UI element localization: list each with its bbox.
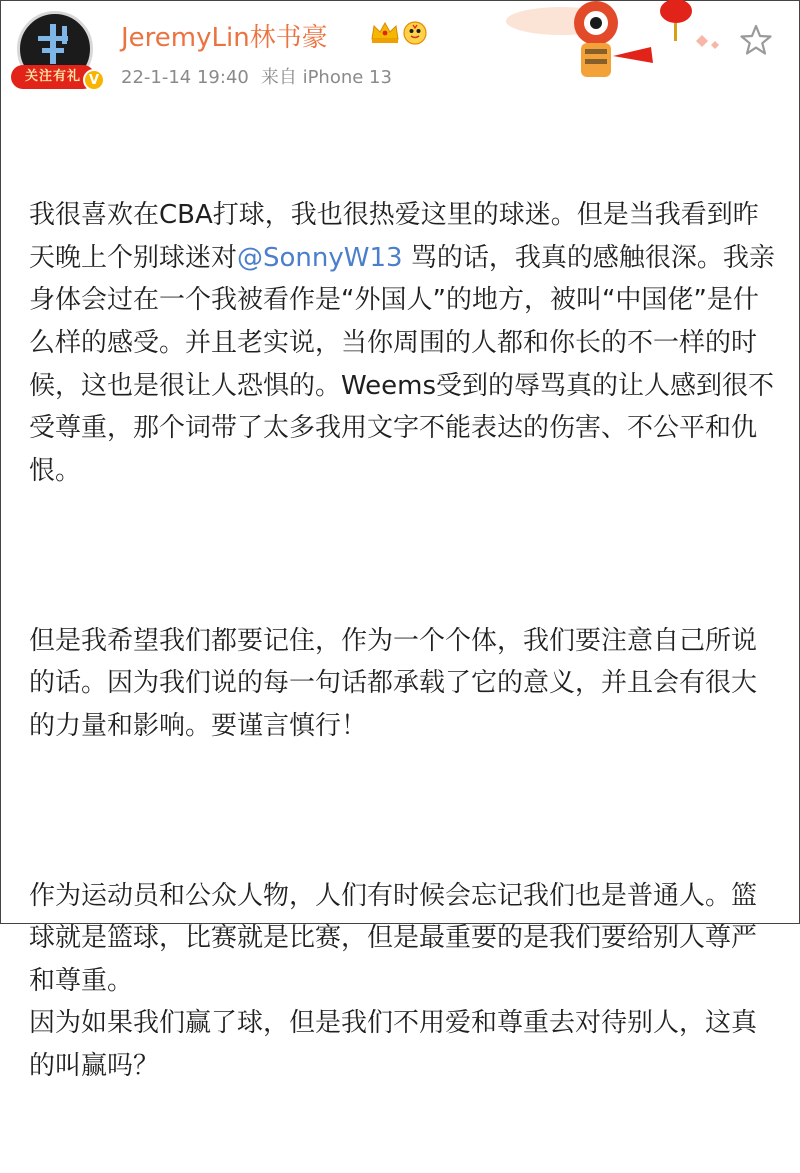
mention-link[interactable]: @SonnyW13: [237, 242, 403, 273]
post-text: 我很喜欢在CBA打球，我也很热爱这里的球迷。但是当我看到昨天晚上个别球迷对: [29, 200, 759, 273]
post-paragraph: [29, 875, 779, 1088]
crown-icon[interactable]: [369, 19, 401, 45]
follow-gift-ribbon[interactable]: 关注有礼: [11, 65, 95, 89]
post-timestamp[interactable]: 22-1-14 19:40: [121, 67, 249, 88]
post-content: [29, 109, 779, 1173]
verified-badge-icon: V: [83, 69, 105, 91]
tiger-badge-icon[interactable]: [403, 21, 427, 45]
post-text: 但是我希望我们都要记住，作为一个个体，我们要注意自己所说的话。因为我们说的每一句话都承载了它的意义，并且会有很大的力量和影响。要谨言慎行！: [29, 625, 758, 741]
post-source: 来自 iPhone 13: [260, 67, 392, 88]
festival-decoration-icon: [501, 1, 751, 91]
star-icon[interactable]: [739, 23, 773, 57]
post-text: 骂的话，我真的感触很深。我亲身体会过在一个我被看作是“外国人”的地方，被叫“中国佬”是什么样的感受。并且老实说，当你周围的人都和你长的不一样的时候，这也是很让人恐惧的。Weems受到的辱骂真的让人感到很不受尊重，那个词带了太多我用文字不能表达的伤害、不公平和仇恨。: [29, 242, 775, 486]
avatar[interactable]: [11, 11, 107, 93]
post-text: 作为运动员和公众人物，人们有时候会忘记我们也是普通人。篮球就是篮球，比赛就是比赛，但是最重要的是我们要给别人尊严和尊重。 因为如果我们赢了球，但是我们不用爱和尊重去对待别人，这真的叫赢吗？: [29, 880, 758, 1081]
post-header: [1, 1, 799, 101]
post-meta: [121, 63, 404, 89]
post-paragraph: [29, 620, 779, 748]
username[interactable]: JeremyLin林书豪: [121, 23, 328, 53]
post-paragraph: [29, 194, 779, 492]
